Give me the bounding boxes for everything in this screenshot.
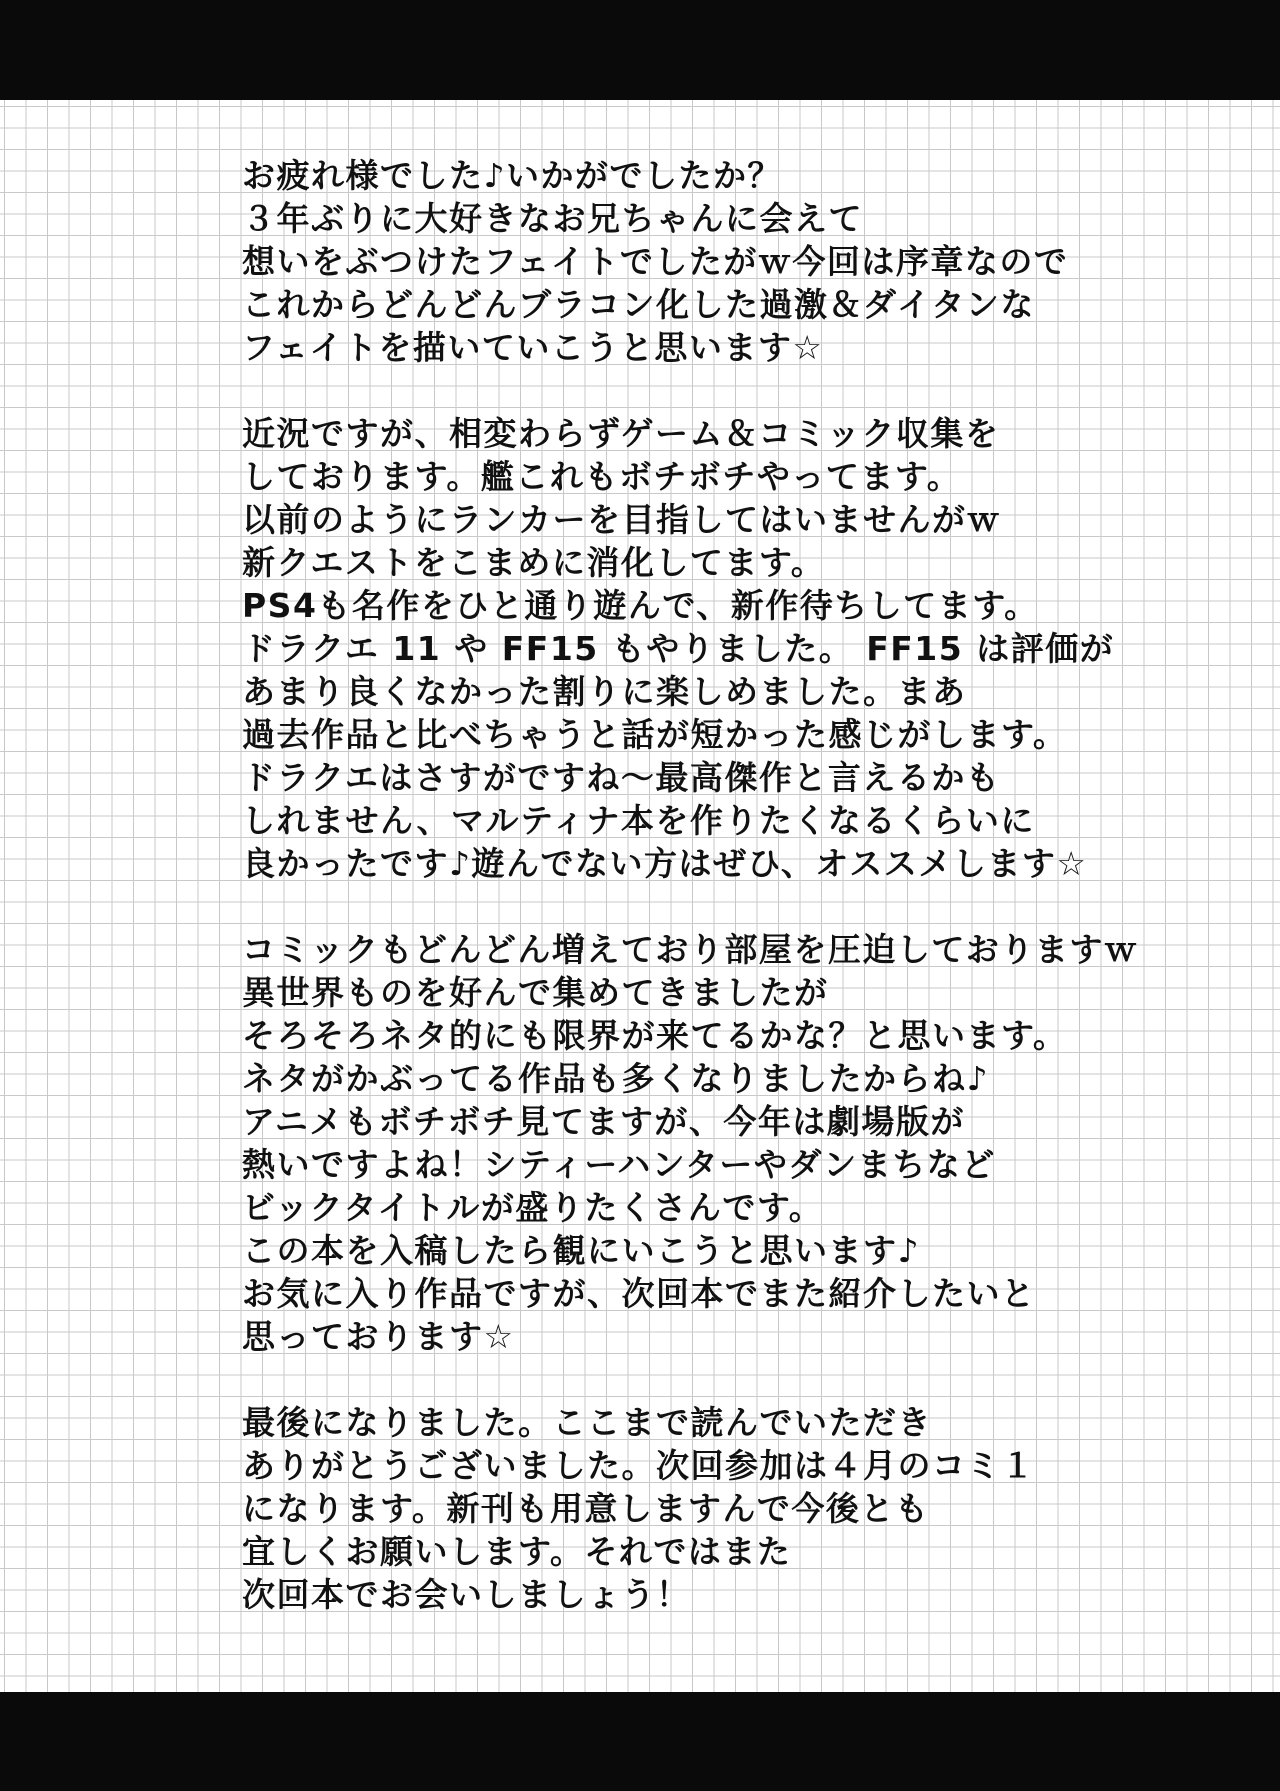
- text-line: PS4も名作をひと通り遊んで、新作待ちしてます。: [242, 586, 1039, 625]
- text-line: ありがとうございました。次回参加は４月のコミ１: [242, 1446, 1036, 1485]
- paragraph-comics-anime: [242, 928, 1242, 1358]
- paragraph-recent-news: [242, 412, 1242, 885]
- paragraph-greeting: [242, 154, 1242, 369]
- text-line: 宜しくお願いします。それではまた: [242, 1532, 792, 1571]
- text-line: 異世界ものを好んで集めてきましたが: [242, 973, 829, 1012]
- text-line: しれません、マルティナ本を作りたくなるくらいに: [242, 801, 1035, 840]
- top-black-border: [0, 0, 1280, 100]
- text-line: 想いをぶつけたフェイトでしたがｗ今回は序章なので: [242, 242, 1069, 281]
- text-line: 過去作品と比べちゃうと話が短かった感じがします。: [242, 715, 1068, 754]
- text-line: 良かったです♪遊んでない方はぜひ、オススメします☆: [242, 844, 1088, 883]
- paragraph-closing: [242, 1401, 1242, 1616]
- text-line: ドラクエはさすがですね～最高傑作と言えるかも: [242, 758, 1001, 797]
- text-line: になります。新刊も用意しますんで今後とも: [242, 1489, 930, 1528]
- text-line: コミックもどんどん増えており部屋を圧迫しておりますｗ: [242, 930, 1139, 969]
- text-line: ネタがかぶってる作品も多くなりましたからね♪: [242, 1059, 990, 1098]
- text-line: あまり良くなかった割りに楽しめました。まあ: [242, 672, 967, 711]
- text-line: 思っております☆: [242, 1317, 515, 1356]
- text-line: 最後になりました。ここまで読んでいただき: [242, 1403, 932, 1442]
- text-line: お疲れ様でした♪いかがでしたか？: [242, 156, 783, 195]
- text-line: しております。艦これもボチボチやってます。: [242, 457, 962, 496]
- text-line: ドラクエ 11 や FF15 もやりました。 FF15 は評価が: [242, 629, 1115, 668]
- text-line: 熱いですよね！シティーハンターやダンまちなど: [242, 1145, 996, 1184]
- text-line: 近況ですが、相変わらずゲーム＆コミック収集を: [242, 414, 1000, 453]
- text-line: そろそろネタ的にも限界が来てるかな？と思います。: [242, 1016, 1068, 1055]
- text-line: これからどんどんブラコン化した過激＆ダイタンな: [242, 285, 1035, 324]
- text-line: アニメもボチボチ見てますが、今年は劇場版が: [242, 1102, 965, 1141]
- text-line: 次回本でお会いしましょう！: [242, 1575, 691, 1614]
- text-line: フェイトを描いていこうと思います☆: [242, 328, 824, 367]
- text-line: 以前のようにランカーを目指してはいませんがｗ: [242, 500, 1001, 539]
- text-line: ビックタイトルが盛りたくさんです。: [242, 1188, 824, 1227]
- text-line: この本を入稿したら観にいこうと思います♪: [242, 1231, 921, 1270]
- afterword-text: [242, 154, 1242, 1659]
- bottom-black-border: [0, 1692, 1280, 1791]
- text-line: お気に入り作品ですが、次回本でまた紹介したいと: [242, 1274, 1036, 1313]
- text-line: ３年ぶりに大好きなお兄ちゃんに会えて: [242, 199, 863, 238]
- text-line: 新クエストをこまめに消化してます。: [242, 543, 826, 582]
